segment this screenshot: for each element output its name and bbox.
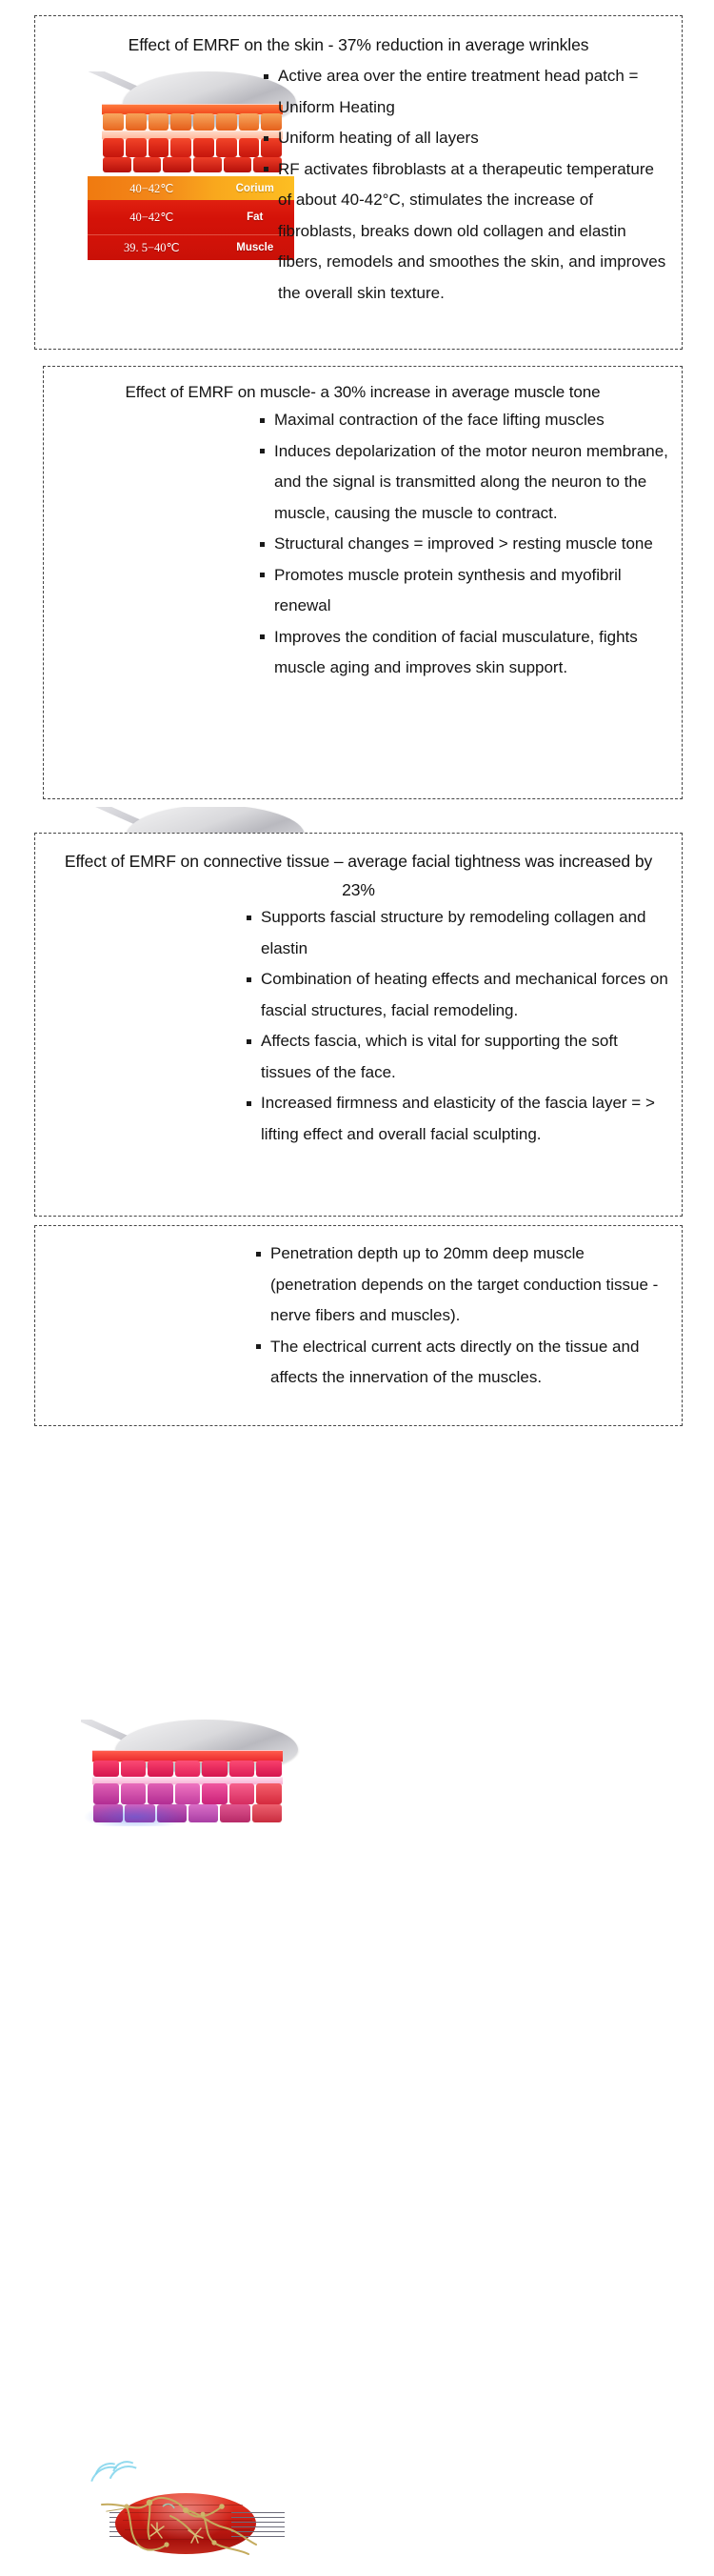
bullet-text: Supports fascial structure by remodeling collagen and elastin [261, 908, 646, 957]
bullet-text: Induces depolarization of the motor neuron membrane, and the signal is transmitted along the neuron to the muscle, causing the muscle to contract. [274, 441, 668, 522]
bullet-item [247, 1026, 670, 1088]
bullet-item [260, 560, 677, 622]
bullet-item [260, 622, 677, 684]
bullet-dot-icon [256, 1344, 261, 1349]
temp-value: 39. 5−40℃ [123, 241, 180, 254]
panel-3-bullet-list [247, 902, 670, 1150]
bullet-dot-icon [256, 1252, 261, 1257]
bullet-item [260, 405, 677, 436]
panel-connective-tissue-effect [34, 833, 683, 1217]
bullet-dot-icon [247, 977, 251, 982]
bullet-dot-icon [247, 1039, 251, 1044]
bullet-dot-icon [260, 449, 265, 453]
panel-3-heading: Effect of EMRF on connective tissue – average facial tightness was increased by 23% [64, 852, 653, 899]
bullet-item [264, 154, 668, 310]
panel-4-bullet-list [256, 1238, 675, 1394]
bullet-text: Improves the condition of facial musculature, fights muscle aging and improves skin support. [274, 627, 638, 676]
bullet-dot-icon [260, 542, 265, 547]
bullet-dot-icon [264, 74, 268, 79]
bullet-text: Penetration depth up to 20mm deep muscle (penetration depends on the target conduction tissue - nerve fibers and muscles). [270, 1244, 659, 1324]
bullet-dot-icon [264, 167, 268, 171]
bullet-dot-icon [247, 1101, 251, 1106]
bullet-text: Maximal contraction of the face lifting muscles [274, 411, 605, 429]
bullet-text: Active area over the entire treatment head patch = Uniform Heating [278, 67, 639, 116]
panel-2-heading: Effect of EMRF on muscle- a 30% increase in average muscle tone [125, 383, 601, 401]
bullet-item [256, 1332, 675, 1394]
panel-2-bullet-list [260, 405, 677, 684]
bullet-item [264, 123, 668, 154]
panel-1-heading: Effect of EMRF on the skin - 37% reduction in average wrinkles [128, 35, 589, 54]
bullet-dot-icon [260, 418, 265, 423]
bullet-text: Combination of heating effects and mechanical forces on fascial structures, facial remodeling. [261, 970, 668, 1019]
bullet-item [260, 529, 677, 560]
bullet-item [260, 436, 677, 530]
bullet-dot-icon [260, 573, 265, 577]
bullet-text: Uniform heating of all layers [278, 129, 479, 147]
panel-muscle-effect [43, 366, 683, 799]
panel-penetration-depth [34, 1225, 683, 1426]
bullet-item [247, 902, 670, 964]
bullet-text: RF activates fibroblasts at a therapeutic temperature of about 40-42°C, stimulates the increase of fibroblasts, breaks down old collagen and elastin fibers, remodels and smoothes the skin, and improves the overall skin texture. [278, 159, 666, 302]
bullet-dot-icon [247, 916, 251, 920]
bullet-dot-icon [260, 634, 265, 639]
nerve-network-icon [89, 2457, 303, 2576]
bullet-text: Promotes muscle protein synthesis and myofibril renewal [274, 565, 622, 614]
bullet-item [247, 1088, 670, 1150]
skin-cross-section-pink-image [81, 1720, 302, 1826]
bullet-item [256, 1238, 675, 1332]
panel-1-bullet-list [264, 61, 668, 309]
temp-value: 40−42℃ [129, 211, 174, 224]
bullet-text: The electrical current acts directly on the tissue and affects the innervation of the muscles. [270, 1337, 640, 1386]
bullet-item [247, 964, 670, 1026]
temp-layer-name: Fat [247, 211, 264, 223]
temp-layer-name: Corium [235, 182, 274, 194]
panel-skin-effect [34, 15, 683, 350]
temp-value: 40−42℃ [129, 181, 174, 195]
bullet-item [264, 61, 668, 123]
bullet-text: Affects fascia, which is vital for supporting the soft tissues of the face. [261, 1032, 618, 1081]
muscle-nerve-fiber-image [89, 2457, 303, 2576]
bullet-dot-icon [264, 136, 268, 141]
temp-layer-name: Muscle [236, 242, 274, 253]
bullet-text: Increased firmness and elasticity of the fascia layer = > lifting effect and overall facial sculpting. [261, 1094, 655, 1143]
bullet-text: Structural changes = improved > resting muscle tone [274, 534, 653, 553]
